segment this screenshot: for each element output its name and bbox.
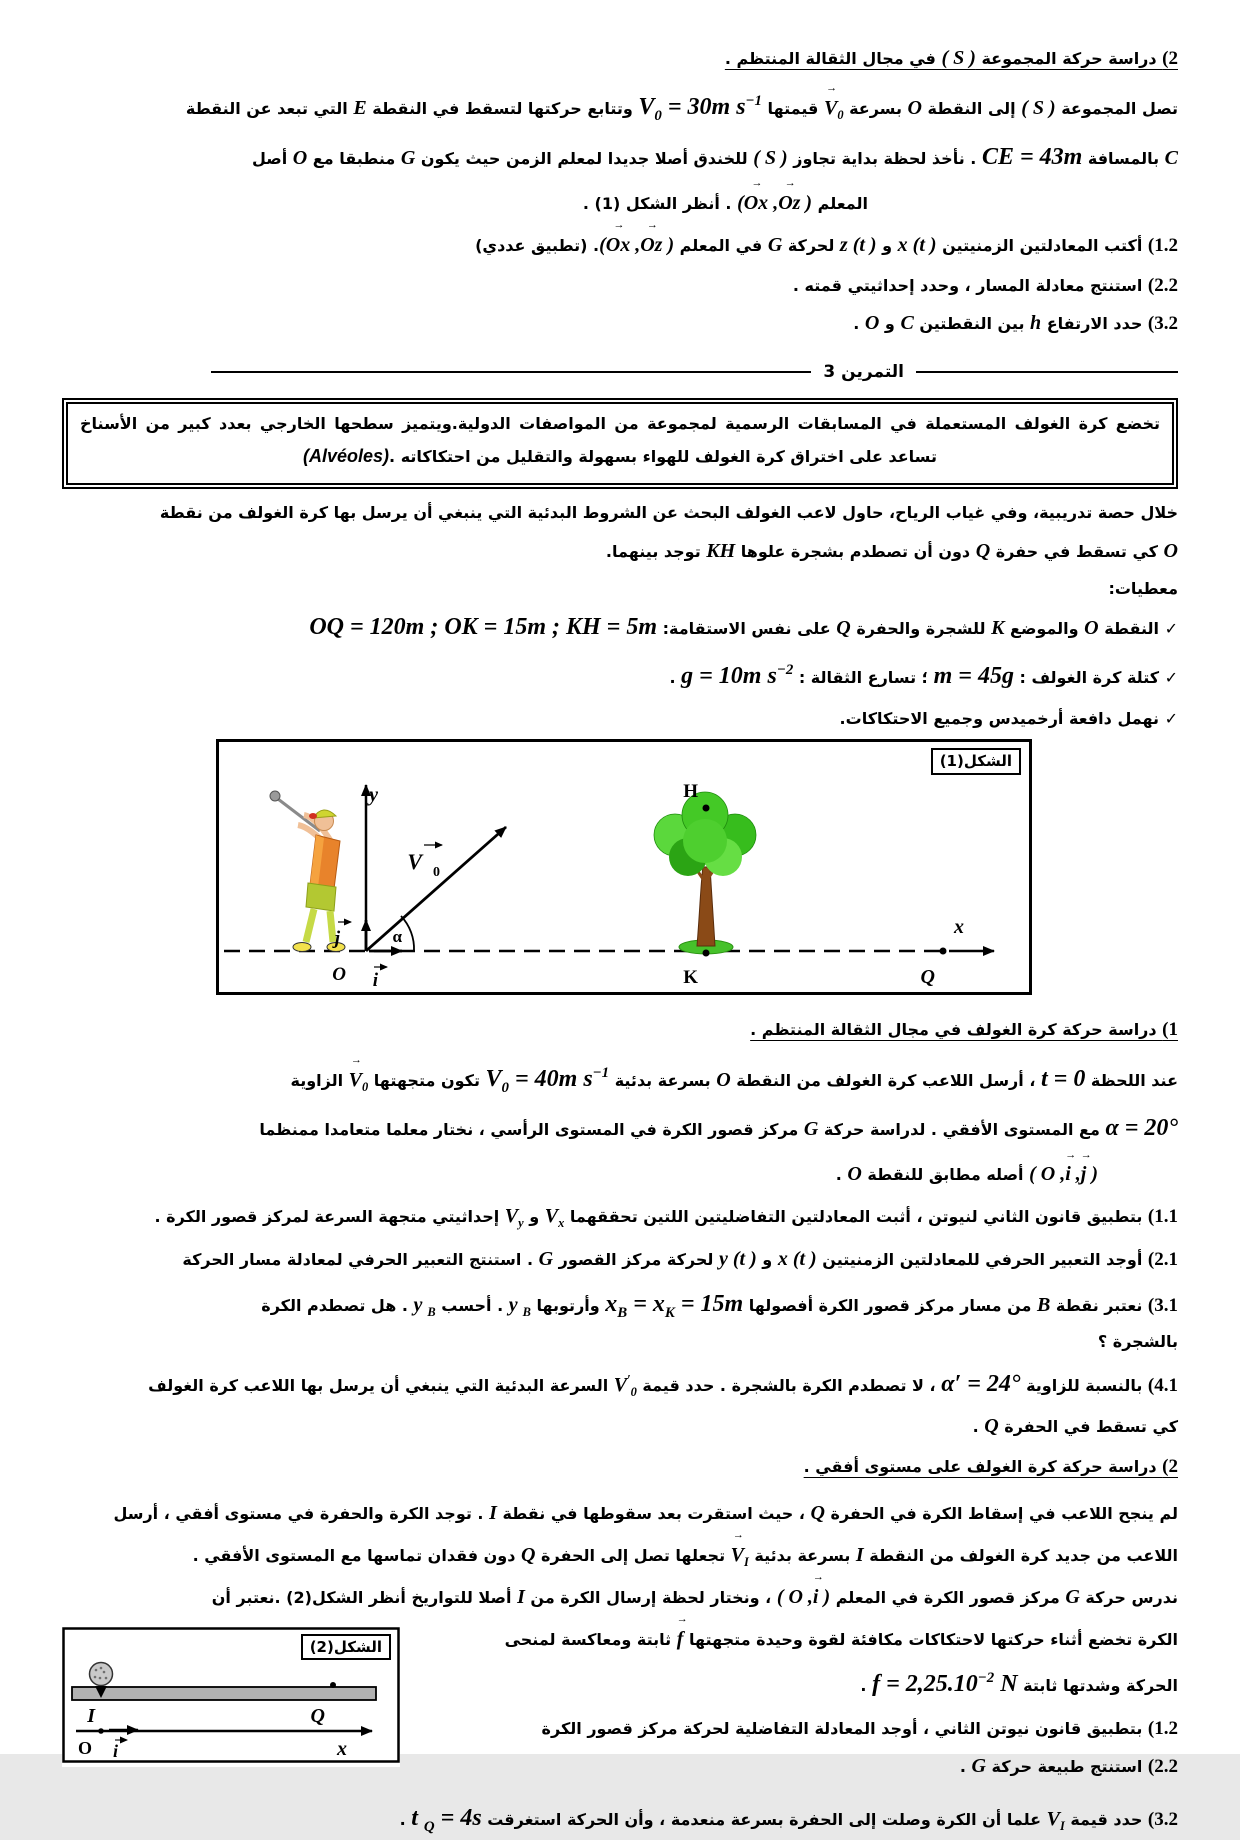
text-segment: بسرعة — [843, 99, 908, 119]
text-segment: بين النقطتين — [913, 314, 1031, 334]
text-segment: تجعلها تصل إلى الحفرة — [535, 1545, 731, 1565]
text-segment: الزاوية — [290, 1070, 349, 1090]
text-segment: ( — [599, 233, 606, 256]
text-segment: G — [803, 1118, 819, 1141]
figure-1 — [216, 739, 1032, 999]
text-segment: f → — [677, 1621, 684, 1657]
text-segment: C — [1164, 146, 1178, 169]
text-segment: V — [613, 1374, 628, 1397]
text-segment: أكتب المعادلتين الزمنيتين — [936, 235, 1148, 255]
text-segment — [485, 1064, 610, 1096]
text-segment: O — [292, 146, 308, 169]
divider-line-right — [916, 371, 1178, 373]
text-segment: 1) — [1162, 1019, 1178, 1041]
text-segment: O — [1084, 617, 1099, 640]
text-segment: Q — [423, 1818, 435, 1835]
text-segment: 0 — [630, 1385, 637, 1400]
j-label: j — [334, 928, 340, 950]
text-segment: أوجد التعبير الحرفي للمعادلتين الزمنيتين — [816, 1249, 1148, 1269]
text-segment: , — [768, 191, 779, 214]
text-segment: m = 45g — [933, 663, 1014, 690]
question-2-2 — [62, 269, 1178, 303]
text-segment: 0 — [361, 1079, 369, 1094]
text-segment: . — [860, 1675, 873, 1695]
text-segment: CE = 43m — [981, 143, 1083, 170]
text-segment: على نفس الاستقامة: — [657, 619, 837, 639]
text-segment: G — [767, 233, 783, 256]
part2-line3 — [62, 1579, 1178, 1615]
text-segment: . — [399, 1809, 412, 1829]
text-segment: ، حيث استقرت بعد سقوطها في نقطة — [496, 1503, 811, 1523]
exercise2-paragraph-line2 — [62, 136, 1178, 179]
text-segment: V → — [349, 1062, 362, 1098]
part2-heading — [62, 1450, 1178, 1484]
text-segment: α′ = 24° — [941, 1371, 1021, 1398]
text-segment: إلى النقطة — [921, 99, 1022, 119]
text-segment: وتتابع حركتها لتسقط في النقطة — [366, 99, 639, 119]
text-segment: التي تبعد عن النقطة — [185, 99, 354, 119]
text-segment: K — [664, 1304, 675, 1321]
figure1-canvas — [216, 739, 1032, 995]
text-segment: O — [907, 97, 922, 120]
text-segment: I — [744, 1554, 749, 1569]
text-segment: V — [638, 94, 655, 121]
text-segment — [348, 1068, 369, 1094]
part2-line1 — [62, 1495, 1178, 1531]
text-segment: تصل المجموعة — [1055, 99, 1178, 119]
text-segment: للشجرة والحفرة — [850, 619, 992, 639]
text-segment: والموضع — [1004, 619, 1085, 639]
text-segment: y — [413, 1293, 428, 1316]
text-segment: , — [1070, 1163, 1081, 1186]
text-segment: ′ — [627, 1372, 631, 1387]
v0-label: V — [407, 849, 422, 875]
text-segment: 2.2) — [1147, 1756, 1178, 1778]
text-segment: 0 — [837, 108, 844, 123]
text-segment: O — [1163, 540, 1178, 563]
given-item-geometry — [62, 606, 1178, 649]
text-segment: حدد الارتفاع — [1041, 314, 1148, 334]
figure1-caption: الشكل(1) — [939, 752, 1012, 771]
text-segment: V — [504, 1205, 519, 1228]
text-segment: −1 — [745, 93, 762, 110]
text-segment: y — [518, 1216, 524, 1231]
intro-box-line2 — [80, 440, 1160, 472]
text-segment: تساعد على اختراق كرة الغولف للهواء بسهولة والتقليل من احتكاكاته . — [389, 447, 937, 467]
x-axis-label: x — [954, 916, 964, 939]
i2-label: i — [112, 1740, 118, 1761]
text-segment: G — [971, 1755, 986, 1778]
text-segment: 0 — [654, 107, 662, 124]
golf-intro-box — [62, 398, 1178, 489]
k-label: K — [683, 967, 698, 989]
text-segment: E — [353, 97, 367, 120]
text-segment: I — [517, 1585, 525, 1608]
text-segment: . — [835, 1165, 848, 1185]
text-segment: Q — [984, 1415, 999, 1438]
text-segment: y — [508, 1293, 523, 1316]
text-segment: علما أن الكرة وصلت إلى الحفرة بسرعة منعدمة ، وأن الحركة استغرقت — [481, 1809, 1047, 1829]
text-segment: G — [538, 1247, 554, 1270]
text-segment: B — [617, 1304, 628, 1321]
text-segment — [544, 1205, 565, 1231]
text-segment: بسرعة بدئية — [748, 1545, 856, 1565]
text-segment: = 40m s — [508, 1065, 593, 1092]
text-segment: 3.1) — [1147, 1294, 1178, 1316]
question-1-2b — [416, 1712, 1178, 1746]
unit-vector-j — [332, 920, 366, 951]
text-segment: i → — [813, 1579, 819, 1615]
figure1-frame — [218, 741, 1031, 994]
text-segment: G — [400, 146, 416, 169]
text-segment: . أنظر الشكل (1) . — [582, 193, 738, 213]
text-segment: توجد بينهما. — [605, 542, 707, 562]
unit-vector-i-2 — [109, 1730, 138, 1761]
text-segment: في مجال الثقالة المنتظم . — [724, 49, 942, 68]
text-segment: . هل تصطدم الكرة — [261, 1295, 414, 1315]
text-segment: ✓ نهمل دافعة أرخميدس وجميع الاحتكاكات. — [839, 708, 1178, 728]
text-segment: g = 10m s — [681, 663, 777, 690]
text-segment — [605, 1290, 744, 1321]
text-segment: و — [879, 314, 901, 334]
text-segment: 2.2) — [1147, 275, 1178, 297]
text-segment: Q — [521, 1543, 536, 1566]
figure-2 — [62, 1627, 400, 1767]
text-segment: −2 — [977, 1669, 995, 1686]
text-segment — [599, 234, 674, 256]
x2-label: x — [337, 1737, 347, 1760]
part1-line2 — [62, 1107, 1178, 1150]
text-segment: تخضع كرة الغولف المستعملة في المسابقات الرسمية لمجموعة من المواصفات الدولية.ويتميز سطحها الخارجي بعدد كبير من الأسناخ — [80, 413, 1160, 433]
alpha-label: α — [392, 927, 402, 947]
exercise2-paragraph-line1 — [62, 86, 1178, 130]
text-segment: ( S ) — [1021, 97, 1056, 120]
text-segment: K — [991, 617, 1005, 640]
text-segment: = 15m — [674, 1290, 744, 1317]
text-segment: f = 2,25.10 — [872, 1670, 978, 1697]
text-segment: 1.2) — [1147, 1718, 1178, 1740]
text-segment: ، أرسل اللاعب كرة الغولف من النقطة — [730, 1070, 1041, 1090]
text-segment: استنتج معادلة المسار ، وحدد إحداثيتي قمته . — [792, 276, 1148, 296]
part1-line1 — [62, 1058, 1178, 1102]
text-segment: = 30m s — [661, 94, 746, 121]
text-segment: x — [558, 1216, 565, 1231]
text-segment — [777, 1586, 830, 1608]
text-segment: الكرة تخضع أثناء حركتها لاحتكاكات مكافئة لقوة وحيدة متجهتها — [683, 1629, 1178, 1649]
text-segment — [872, 1671, 1017, 1697]
text-segment: t = 0 — [1040, 1065, 1086, 1092]
text-segment — [508, 1293, 531, 1319]
text-segment: z (t ) — [839, 233, 877, 256]
text-segment: y (t ) — [718, 1247, 757, 1270]
text-segment: V → — [824, 90, 837, 126]
text-segment: −2 — [776, 662, 794, 679]
text-segment: G — [1065, 1585, 1080, 1608]
text-segment: . توجد الكرة والحفرة في مستوى أفقي ، أرسل — [113, 1503, 490, 1523]
text-segment: α = 20° — [1105, 1115, 1178, 1142]
text-segment: j → — [1081, 1156, 1087, 1192]
text-segment: ✓ كتلة كرة الغولف : — [1013, 668, 1178, 688]
text-segment: 4.1) — [1147, 1375, 1178, 1397]
v0-subscript: 0 — [433, 865, 440, 881]
text-segment — [413, 1293, 436, 1319]
text-segment: (Alvéoles) — [303, 446, 390, 467]
text-segment: 2) — [1162, 48, 1178, 69]
text-segment: I — [855, 1543, 864, 1566]
q-label: Q — [920, 966, 935, 989]
text-segment: N — [994, 1670, 1018, 1697]
v0-vector — [366, 827, 506, 951]
text-segment: ندرس حركة — [1079, 1587, 1178, 1607]
unit-vector-i — [369, 951, 402, 991]
question-4-1-cont — [62, 1408, 1178, 1444]
text-segment: عند اللحظة — [1085, 1070, 1178, 1090]
text-segment: المعلم — [812, 193, 868, 213]
setup-line2 — [62, 533, 1178, 569]
figure1-caption-box — [931, 748, 1021, 775]
text-segment: لحركة مركز القصور — [553, 1249, 719, 1269]
text-segment: تكون متجهتها — [368, 1070, 486, 1090]
text-segment: للخندق أصلا جديدا لمعلم الزمن حيث يكون — [415, 148, 754, 168]
text-segment: C — [900, 312, 914, 335]
question-4-1 — [62, 1363, 1178, 1406]
text-segment: Oz → — [640, 227, 662, 263]
text-segment: ( S ) — [941, 47, 976, 69]
text-segment: ( S ) — [753, 146, 788, 169]
text-segment — [411, 1804, 482, 1835]
text-segment: لحركة — [782, 235, 840, 255]
text-segment: . استنتج التعبير الحرفي لمعادلة مسار الحركة — [182, 1249, 539, 1269]
question-1-1 — [62, 1198, 1178, 1234]
text-segment — [681, 663, 793, 689]
text-segment: ( O , — [776, 1585, 813, 1608]
text-segment: Q — [836, 617, 851, 640]
exercise3-title: التمرين 3 — [823, 361, 904, 382]
text-segment: h — [1030, 312, 1042, 335]
text-segment: . (تطبيق عددي) — [475, 235, 600, 255]
text-segment: Q — [810, 1501, 825, 1524]
text-segment: O — [864, 312, 880, 335]
text-segment: بالمسافة — [1082, 148, 1165, 168]
text-segment: , — [630, 233, 641, 256]
text-segment: V — [1046, 1807, 1060, 1830]
text-segment: . — [959, 1757, 972, 1777]
text-segment: 1.1) — [1147, 1206, 1178, 1228]
question-3-1-cont — [62, 1328, 1178, 1357]
text-segment: حدد قيمة — [1064, 1809, 1148, 1829]
text-segment: دون فقدان تماسها مع المستوى الأفقي . — [192, 1545, 522, 1565]
text-segment — [1046, 1807, 1065, 1833]
text-segment: I — [1059, 1818, 1065, 1833]
text-segment: Q — [975, 540, 991, 563]
text-segment — [638, 93, 762, 124]
given-item-neglect — [62, 705, 1178, 734]
point-q — [921, 948, 947, 989]
question-2-2b — [416, 1748, 1178, 1784]
text-segment: كي تسقط في الحفرة — [998, 1417, 1178, 1437]
text-segment: دون أن تصطدم بشجرة علوها — [735, 542, 976, 562]
text-segment: 0 — [501, 1079, 509, 1096]
part2-line2 — [62, 1537, 1178, 1573]
text-segment: O — [716, 1068, 731, 1091]
givens-label — [62, 575, 1178, 604]
text-segment: و — [876, 235, 898, 255]
y-axis-label: y — [369, 784, 378, 807]
friction-line2 — [416, 1663, 1178, 1706]
text-segment: السرعة البدئية التي ينبغي أن يرسل بها اللاعب كرة الغولف — [148, 1376, 614, 1396]
text-segment: ) — [800, 191, 813, 214]
text-segment: لم ينجح اللاعب في إسقاط الكرة في الحفرة — [824, 1503, 1178, 1523]
text-segment: بتطبيق قانون نيوتن الثاني ، أوجد المعادلة التفاضلية لحركة مركز قصور الكرة — [541, 1719, 1148, 1739]
text-segment — [1029, 1163, 1098, 1185]
y-axis — [366, 784, 378, 951]
text-segment: أصلا للتواريخ أنظر الشكل(2) .نعتبر أن — [211, 1587, 518, 1607]
text-segment — [730, 1543, 749, 1569]
text-segment: 2) — [1162, 1456, 1178, 1478]
text-segment: −1 — [592, 1064, 610, 1081]
question-1-2 — [62, 227, 1178, 263]
text-segment: ( O , — [1029, 1163, 1066, 1186]
text-segment: KH — [706, 540, 736, 563]
text-segment: 1.2) — [1147, 234, 1178, 256]
text-segment: منطبقا مع — [307, 148, 401, 168]
text-segment: ، لا تصطدم الكرة بالشجرة . حدد قيمة — [636, 1376, 942, 1396]
text-segment: Oz → — [778, 185, 800, 221]
text-segment: و — [756, 1249, 778, 1269]
text-segment: B — [1037, 1293, 1051, 1316]
text-segment: OQ = 120m ; OK = 15m ; KH = 5m — [309, 614, 658, 641]
text-segment — [504, 1205, 524, 1231]
question-3-2b — [62, 1797, 1178, 1840]
text-segment: O — [847, 1163, 862, 1186]
text-segment: بالنسبة للزاوية — [1020, 1376, 1148, 1396]
text-segment: ✓ النقطة — [1098, 619, 1178, 639]
figure2-caption: الشكل(2) — [309, 1637, 382, 1656]
text-segment: i → — [1065, 1156, 1071, 1192]
tree-illustration — [654, 792, 756, 954]
text-segment — [737, 192, 812, 214]
text-segment: خلال حصة تدريبية، وفي غياب الرياح، حاول لاعب الغولف البحث عن الشروط البدئية التي ينبغي أن يرسل بها كرة الغولف من نقطة — [159, 502, 1178, 522]
text-segment: معطيات: — [1108, 579, 1178, 599]
i-label: i — [372, 970, 378, 992]
text-segment: x (t ) — [777, 1247, 817, 1270]
question-3-2 — [62, 305, 1178, 341]
text-segment: مركز قصور الكرة في المعلم — [830, 1587, 1066, 1607]
text-segment: . — [853, 314, 865, 334]
question-3-1 — [62, 1283, 1178, 1327]
text-segment: استنتج طبيعة حركة — [985, 1757, 1148, 1777]
text-segment: . نأخذ لحظة بداية تجاوز — [787, 148, 982, 168]
text-segment: B — [522, 1304, 531, 1319]
part1-heading — [62, 1013, 1178, 1047]
text-segment: x (t ) — [897, 233, 937, 256]
exercise3-divider — [62, 362, 1178, 382]
text-segment — [613, 1372, 637, 1400]
text-segment: أصل — [251, 148, 293, 168]
setup-line1 — [62, 499, 1178, 528]
text-segment: ، ونختار لحظة إرسال الكرة من — [524, 1587, 777, 1607]
text-segment: مع المستوى الأفقي . لدراسة حركة — [818, 1120, 1106, 1140]
text-segment: بتطبيق قانون الثاني لنيوتن ، أثبت المعادلتين التفاضليتين اللتين تحققهما — [564, 1207, 1148, 1227]
text-segment: x — [605, 1290, 618, 1317]
text-segment: V → — [731, 1537, 744, 1573]
friction-line1 — [416, 1621, 1178, 1657]
text-segment: من مسار مركز قصور الكرة أفصولها — [743, 1295, 1037, 1315]
divider-line-left — [211, 371, 811, 373]
text-segment: Ox → — [744, 185, 768, 221]
text-segment: دراسة حركة كرة الغولف على مستوى أفقي . — [803, 1457, 1163, 1477]
figure2-side-text — [416, 1621, 1178, 1791]
text-segment: بالشجرة ؟ — [1097, 1332, 1178, 1352]
figure2-row — [62, 1621, 1178, 1791]
text-segment: اللاعب من جديد كرة الغولف من النقطة — [863, 1545, 1178, 1565]
text-segment: . أحسب — [435, 1295, 509, 1315]
text-segment: إحداثيتي متجهة السرعة لمركز قصور الكرة . — [154, 1207, 505, 1227]
exercise2-paragraph-line3 — [62, 185, 868, 221]
text-segment: ) — [662, 233, 675, 256]
text-segment: دراسة حركة المجموعة — [975, 49, 1163, 68]
text-segment: ) — [818, 1585, 831, 1608]
text-segment: I — [489, 1501, 497, 1524]
text-segment: و — [523, 1207, 545, 1227]
origin-label: O — [332, 964, 346, 986]
i-point-label: I — [87, 1704, 95, 1727]
text-segment: 3.2) — [1147, 1808, 1178, 1830]
text-segment: ثابتة ومعاكسة لمنحى — [504, 1629, 677, 1649]
surface-bar — [72, 1687, 376, 1700]
text-segment: . — [972, 1417, 985, 1437]
x-axis-2 — [76, 1728, 372, 1760]
h-label: H — [683, 781, 698, 803]
point-k — [683, 950, 709, 989]
text-segment: دراسة حركة كرة الغولف في مجال الثقالة المنتظم . — [750, 1020, 1163, 1040]
text-segment: Ox → — [606, 227, 630, 263]
text-segment: كي تسقط في حفرة — [990, 542, 1164, 562]
part1-line3 — [62, 1156, 1098, 1192]
alpha-angle — [393, 916, 415, 951]
text-segment: وأرتوبها — [530, 1295, 606, 1315]
text-segment: 3.2) — [1147, 313, 1178, 335]
given-item-mass-gravity — [62, 655, 1178, 698]
question-2-1 — [62, 1241, 1178, 1277]
q2-label: Q — [310, 1704, 325, 1727]
text-segment: ( — [737, 191, 744, 214]
exercise2-heading — [62, 40, 1178, 76]
text-segment: قيمتها — [761, 99, 824, 119]
text-segment: . — [669, 668, 682, 688]
text-segment: B — [427, 1304, 436, 1319]
text-segment: مركز قصور الكرة في المستوى الرأسي ، نختار معلما متعامدا ممنظما — [259, 1120, 804, 1140]
text-segment — [823, 97, 844, 123]
figure2-caption-box — [301, 1634, 391, 1661]
text-segment: الحركة وشدتها ثابتة — [1017, 1675, 1178, 1695]
text-segment: = 4s — [434, 1804, 482, 1831]
text-segment: V — [485, 1065, 502, 1092]
text-segment: في المعلم — [674, 235, 768, 255]
text-segment: V — [544, 1205, 559, 1228]
text-segment: نعتبر نقطة — [1050, 1295, 1148, 1315]
text-segment: t — [411, 1804, 424, 1831]
text-segment: ؛ تسارع الثقالة : — [793, 668, 934, 688]
text-segment: 2.1) — [1147, 1248, 1178, 1270]
origin2-label: O — [77, 1737, 92, 1758]
text-segment: = x — [627, 1290, 665, 1317]
text-segment: بسرعة بدئية — [609, 1070, 717, 1090]
text-segment: ) — [1086, 1163, 1098, 1186]
intro-box-line1 — [80, 410, 1160, 439]
text-segment: أصله مطابق للنقطة — [861, 1165, 1030, 1185]
